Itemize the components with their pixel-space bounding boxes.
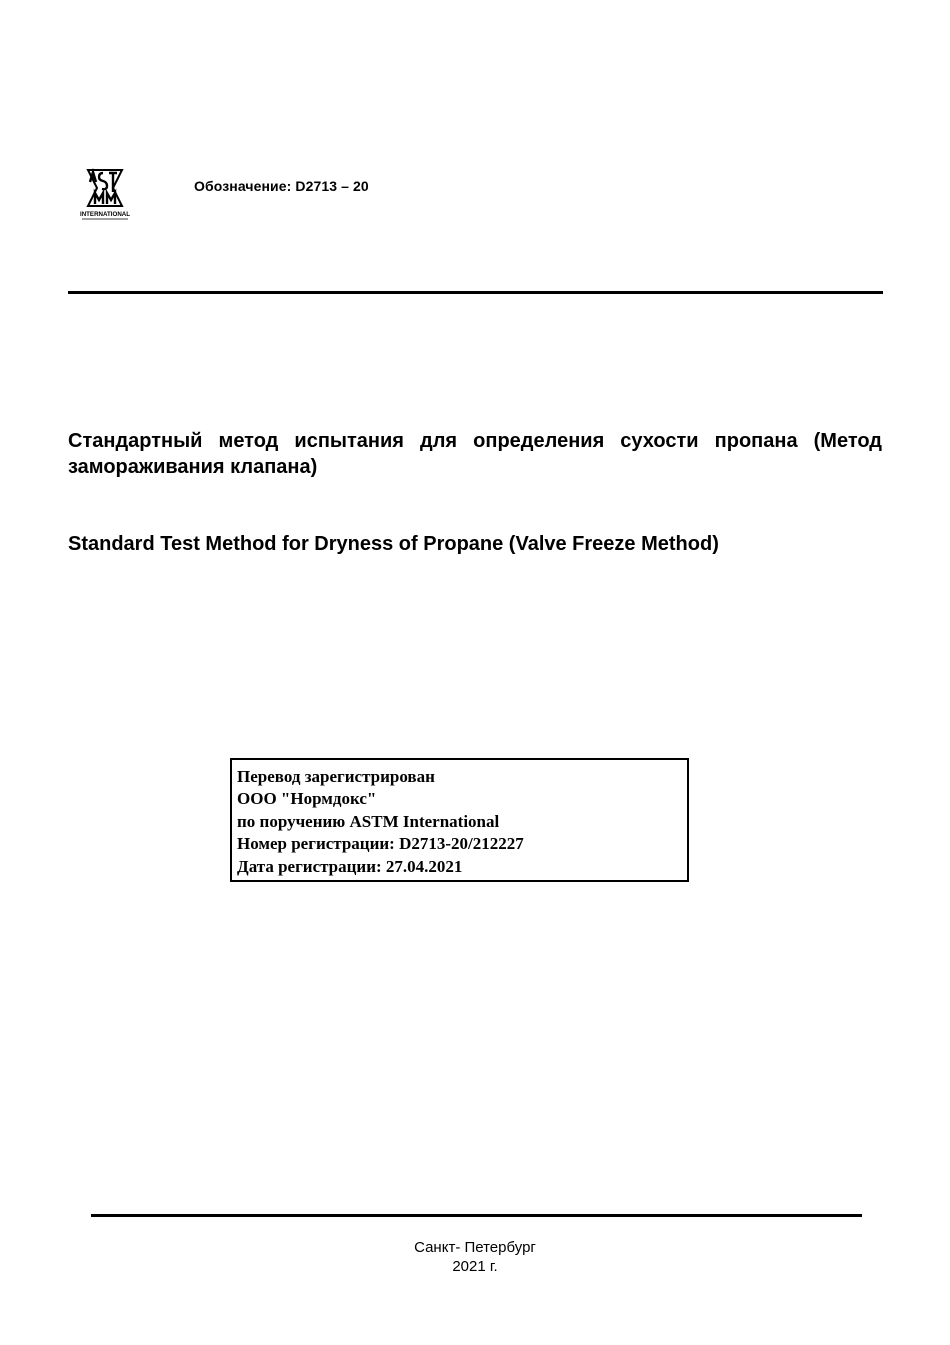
- astm-logo: [80, 166, 130, 222]
- astm-logo-icon: [80, 166, 130, 222]
- bottom-divider: [91, 1214, 862, 1217]
- top-divider: [68, 291, 883, 294]
- stamp-line-commission: по поручению ASTM International: [237, 811, 500, 831]
- stamp-line-registration-number: Номер регистрации: D2713-20/212227: [237, 834, 524, 854]
- title-english: Standard Test Method for Dryness of Propane (Valve Freeze Method): [68, 533, 719, 555]
- document-designation: Обозначение: D2713 – 20: [194, 178, 369, 194]
- svg-text:INTERNATIONAL: INTERNATIONAL: [80, 211, 130, 218]
- registration-stamp: [230, 758, 689, 882]
- stamp-line-registered: Перевод зарегистрирован: [237, 767, 435, 786]
- footer-city: Санкт- Петербург: [414, 1239, 536, 1256]
- title-russian: Стандартный метод испытания для определения сухости пропана (Метод замораживания клапана): [68, 430, 882, 478]
- footer-year: 2021 г.: [452, 1258, 498, 1275]
- footer: [0, 1238, 950, 1276]
- stamp-line-registration-date: Дата регистрации: 27.04.2021: [237, 856, 463, 876]
- stamp-line-company: ООО "Нормдокс": [237, 789, 377, 809]
